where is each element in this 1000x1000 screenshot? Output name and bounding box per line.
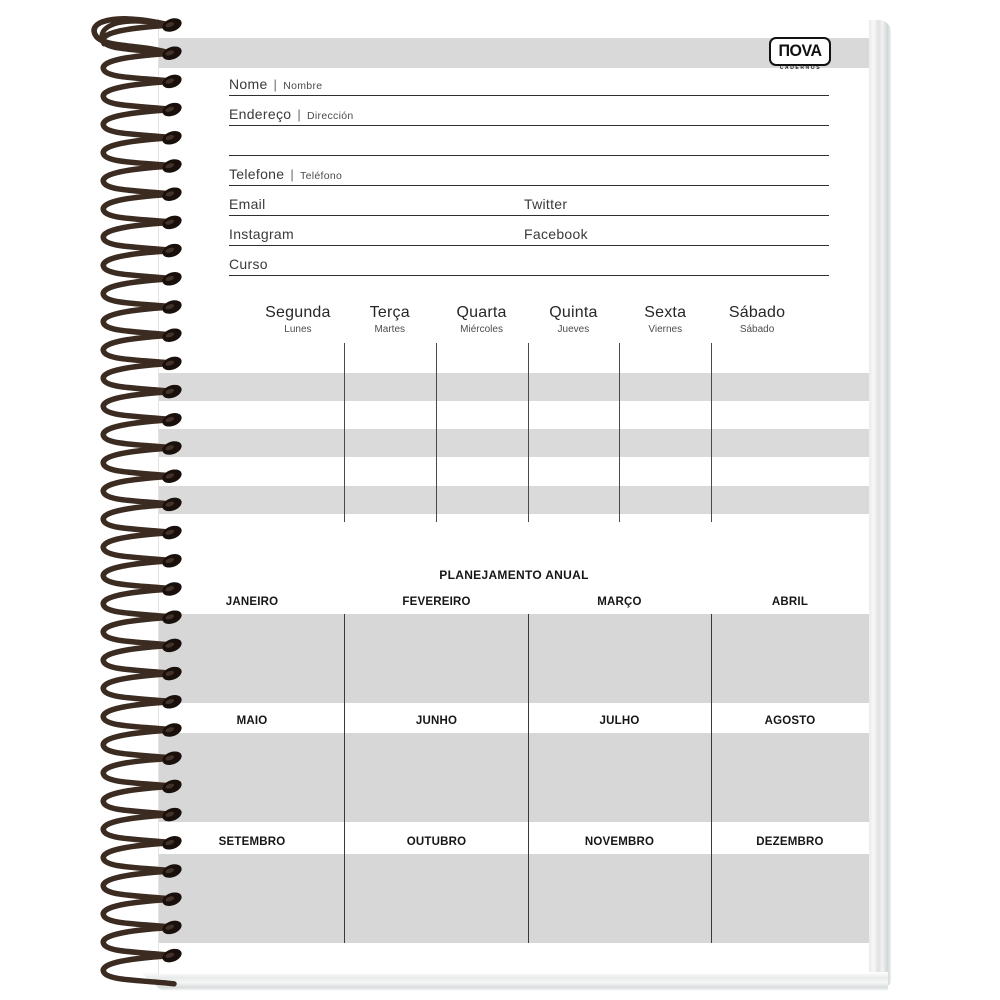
day-translation: Lunes xyxy=(284,324,312,335)
week-column-divider xyxy=(711,343,712,522)
form-row-endereco xyxy=(229,96,829,126)
month-setembro: SETEMBRO xyxy=(218,836,286,848)
day-translation: Miércoles xyxy=(460,324,503,335)
day-name: Segunda xyxy=(265,304,331,321)
week-column-divider xyxy=(436,343,437,522)
week-column-divider xyxy=(619,343,620,522)
email-label: Email xyxy=(229,196,266,212)
month-fevereiro: FEVEREIRO xyxy=(402,596,471,608)
spiral-binding xyxy=(0,0,230,1000)
week-day-header xyxy=(252,304,803,335)
day-name: Sexta xyxy=(644,304,687,321)
form-row-endereco-extra xyxy=(229,126,829,156)
header-band xyxy=(159,38,869,68)
endereco-label xyxy=(229,106,354,122)
day-cell-quarta xyxy=(436,304,528,335)
month-maio: MAIO xyxy=(236,715,268,727)
curso-write-line xyxy=(229,275,829,276)
telefone-label-pt: Telefone xyxy=(229,166,285,182)
month-novembro: NOVEMBRO xyxy=(584,836,655,848)
nova-logo-text: ΠOVA xyxy=(778,42,822,60)
day-cell-segunda xyxy=(252,304,344,335)
curso-label: Curso xyxy=(229,256,268,272)
page-stack-bottom-edge xyxy=(140,972,888,991)
day-cell-terca xyxy=(344,304,436,335)
month-dezembro: DEZEMBRO xyxy=(756,836,824,848)
day-name: Quinta xyxy=(549,304,598,321)
annual-column-divider xyxy=(528,614,529,943)
annual-row-block xyxy=(159,854,869,943)
week-column-divider xyxy=(528,343,529,522)
month-julho: JULHO xyxy=(599,715,640,727)
page-stack-right-edge xyxy=(866,20,891,986)
telefone-label xyxy=(229,166,342,182)
month-agosto: AGOSTO xyxy=(764,715,816,727)
nova-logo-tagline: CADERNOS xyxy=(779,65,822,71)
endereco-label-pt: Endereço xyxy=(229,106,292,122)
annual-column-divider xyxy=(711,614,712,943)
form-row-nome xyxy=(229,66,829,96)
nome-label-es: Nombre xyxy=(283,80,323,92)
day-cell-sexta xyxy=(619,304,711,335)
day-translation: Jueves xyxy=(557,324,590,335)
day-name: Quarta xyxy=(456,304,507,321)
facebook-label: Facebook xyxy=(524,226,588,242)
annual-column-divider xyxy=(344,614,345,943)
day-translation: Sábado xyxy=(739,324,775,335)
annual-row-block xyxy=(159,614,869,703)
label-separator: | xyxy=(297,107,302,122)
month-row-1 xyxy=(159,596,869,608)
month-marco: MARÇO xyxy=(597,596,642,608)
telefone-label-es: Teléfono xyxy=(300,170,343,182)
day-cell-sabado xyxy=(711,304,803,335)
nome-label-pt: Nome xyxy=(229,76,268,92)
instagram-label: Instagram xyxy=(229,226,294,242)
month-abril: ABRIL xyxy=(771,596,809,608)
week-column-divider xyxy=(344,343,345,522)
form-row-email-twitter xyxy=(229,186,829,216)
month-outubro: OUTUBRO xyxy=(406,836,467,848)
day-name: Terça xyxy=(369,304,410,321)
annual-row-block xyxy=(159,733,869,822)
twitter-label: Twitter xyxy=(524,196,568,212)
week-row-band xyxy=(159,486,869,514)
day-translation: Viernes xyxy=(648,324,683,335)
label-separator: | xyxy=(273,77,278,92)
day-name: Sábado xyxy=(728,304,786,321)
month-janeiro: JANEIRO xyxy=(225,596,279,608)
nova-logo xyxy=(769,37,831,66)
form-row-instagram-facebook xyxy=(229,216,829,246)
day-translation: Martes xyxy=(374,324,406,335)
form-row-telefone xyxy=(229,156,829,186)
endereco-label-es: Dirección xyxy=(307,110,354,122)
form-row-curso xyxy=(229,246,829,276)
day-cell-quinta xyxy=(527,304,619,335)
label-separator: | xyxy=(290,167,295,182)
notebook-sheet xyxy=(158,18,869,974)
nome-label xyxy=(229,76,322,92)
week-row-band xyxy=(159,373,869,401)
month-row-2 xyxy=(159,715,869,727)
annual-planning-title: PLANEJAMENTO ANUAL xyxy=(439,568,589,582)
week-row-band xyxy=(159,429,869,457)
month-row-3 xyxy=(159,836,869,848)
month-junho: JUNHO xyxy=(415,715,458,727)
